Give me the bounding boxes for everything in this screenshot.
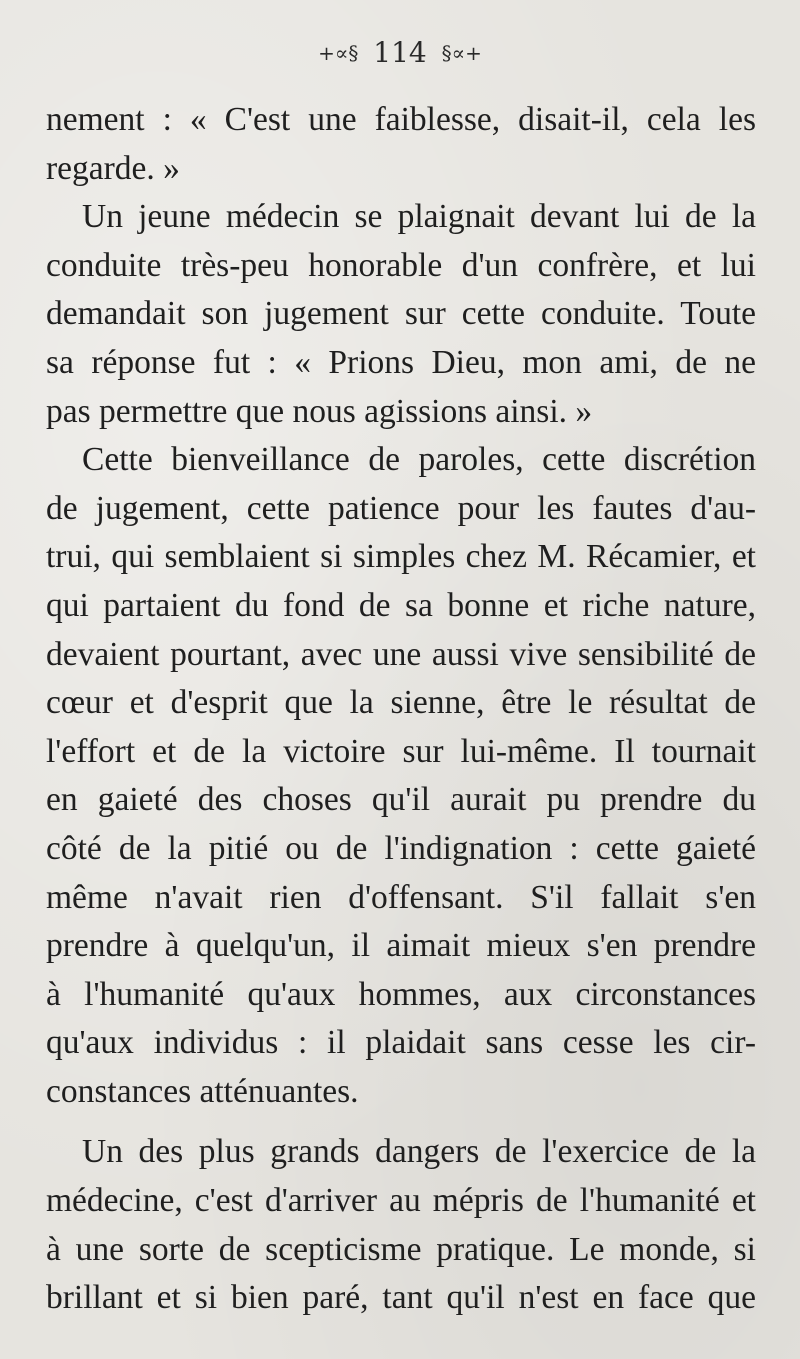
text-line: brillant et si bien paré, tant qu'il n'est en face que	[46, 1279, 756, 1317]
text-line: à l'humanité qu'aux hommes, aux circonstances	[46, 975, 756, 1013]
text-line: demandait son jugement sur cette conduite. Toute	[46, 295, 756, 333]
text-line: médecine, c'est d'arriver au mépris de l'humanité et	[46, 1182, 756, 1220]
text-line: nement : « C'est une faiblesse, disait-il, cela les	[46, 101, 756, 138]
text-line: regarde. »	[46, 149, 180, 187]
page-number: 114	[373, 36, 427, 69]
text-line: prendre à quelqu'un, il aimait mieux s'en prendre	[46, 927, 756, 965]
text-line: côté de la pitié ou de l'indignation : cette gaieté	[46, 829, 756, 867]
text-line: constances atténuantes.	[46, 1072, 359, 1110]
text-line: l'effort et de la victoire sur lui-même. Il tournait	[46, 732, 756, 770]
text-line: pas permettre que nous agissions ainsi. »	[46, 392, 593, 430]
text-line: Un jeune médecin se plaignait devant lui de la	[82, 198, 756, 236]
text-line: en gaieté des choses qu'il aurait pu prendre du	[46, 781, 756, 819]
text-line: qui partaient du fond de sa bonne et riche nature,	[46, 586, 756, 624]
text-line: devaient pourtant, avec une aussi vive sensibilité de	[46, 635, 756, 673]
text-line: Un des plus grands dangers de l'exercice de la	[82, 1133, 756, 1171]
text-line: sa réponse fut : « Prions Dieu, mon ami, de ne	[46, 343, 756, 381]
text-line: même n'avait rien d'offensant. S'il fallait s'en	[46, 878, 756, 916]
text-line: à une sorte de scepticisme pratique. Le monde, si	[46, 1230, 756, 1268]
text-line: qu'aux individus : il plaidait sans cesse les cir-	[46, 1024, 756, 1062]
text-line: Cette bienveillance de paroles, cette discrétion	[82, 441, 756, 479]
paragraph-gap	[46, 1116, 756, 1128]
body-text	[46, 96, 756, 1323]
text-line: cœur et d'esprit que la sienne, être le résultat de	[46, 684, 756, 722]
text-line: conduite très-peu honorable d'un confrère, et lui	[46, 246, 756, 284]
header-ornament-right: §∝+	[441, 41, 482, 65]
header-ornament-left: +∝§	[318, 41, 359, 65]
text-line: trui, qui semblaient si simples chez M. Récamier, et	[46, 538, 756, 576]
text-line: de jugement, cette patience pour les fautes d'au-	[46, 489, 756, 527]
page-header	[0, 36, 800, 69]
